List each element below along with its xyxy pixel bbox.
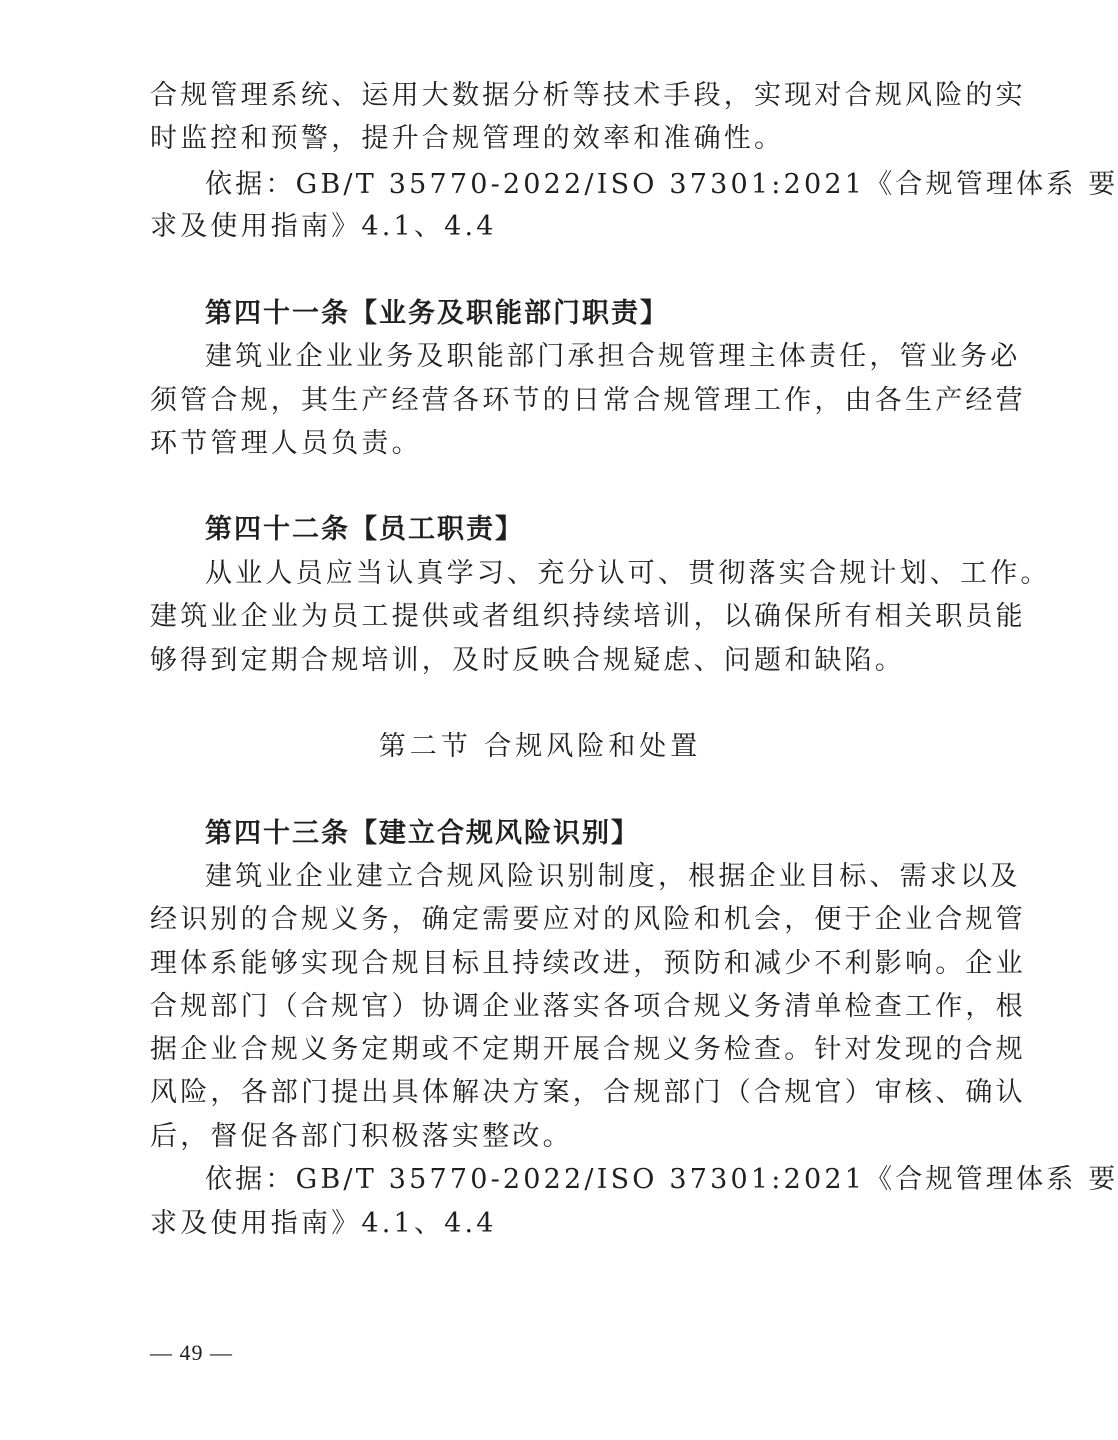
article-43-title: 第四十三条【建立合规风险识别】 [205, 818, 640, 849]
page-number: — 49 — [150, 1340, 233, 1365]
article-42-line: 够得到定期合规培训，及时反映合规疑虑、问题和缺陷。 [150, 645, 905, 676]
article-43-line: 后，督促各部门积极落实整改。 [150, 1121, 573, 1152]
article-42-line: 从业人员应当认真学习、充分认可、贯彻落实合规计划、工作。 [205, 558, 1051, 589]
article-43-line: 经识别的合规义务，确定需要应对的风险和机会，便于企业合规管 [150, 904, 1026, 935]
article-42-title: 第四十二条【员工职责】 [205, 514, 524, 545]
article-41-line: 建筑业企业业务及职能部门承担合规管理主体责任，管业务必 [205, 341, 1021, 372]
article-41-line: 环节管理人员负责。 [150, 428, 422, 459]
paragraph-line: 时监控和预警，提升合规管理的效率和准确性。 [150, 123, 785, 154]
article-43-line: 合规部门（合规官）协调企业落实各项合规义务清单检查工作，根 [150, 991, 1026, 1022]
article-42-line: 建筑业企业为员工提供或者组织持续培训，以确保所有相关职员能 [150, 601, 1026, 632]
article-43-line: 风险，各部门提出具体解决方案，合规部门（合规官）审核、确认 [150, 1077, 1026, 1108]
paragraph-line: 合规管理系统、运用大数据分析等技术手段，实现对合规风险的实 [150, 80, 1026, 111]
article-41-line: 须管合规，其生产经营各环节的日常合规管理工作，由各生产经营 [150, 385, 1026, 416]
article-43-line: 据企业合规义务定期或不定期开展合规义务检查。针对发现的合规 [150, 1034, 1026, 1065]
basis-line: 求及使用指南》4.1、4.4 [150, 1208, 497, 1239]
basis-line: 求及使用指南》4.1、4.4 [150, 211, 497, 242]
basis-line: 依据：GB/T 35770-2022/ISO 37301:2021《合规管理体系 要 [205, 1164, 1118, 1195]
article-43-line: 理体系能够实现合规目标且持续改进，预防和减少不利影响。企业 [150, 948, 1026, 979]
basis-line: 依据：GB/T 35770-2022/ISO 37301:2021《合规管理体系 要 [205, 169, 1118, 200]
article-43-line: 建筑业企业建立合规风险识别制度，根据企业目标、需求以及 [205, 861, 1021, 892]
section-title: 第二节 合规风险和处置 [378, 731, 702, 762]
article-41-title: 第四十一条【业务及职能部门职责】 [205, 298, 669, 329]
